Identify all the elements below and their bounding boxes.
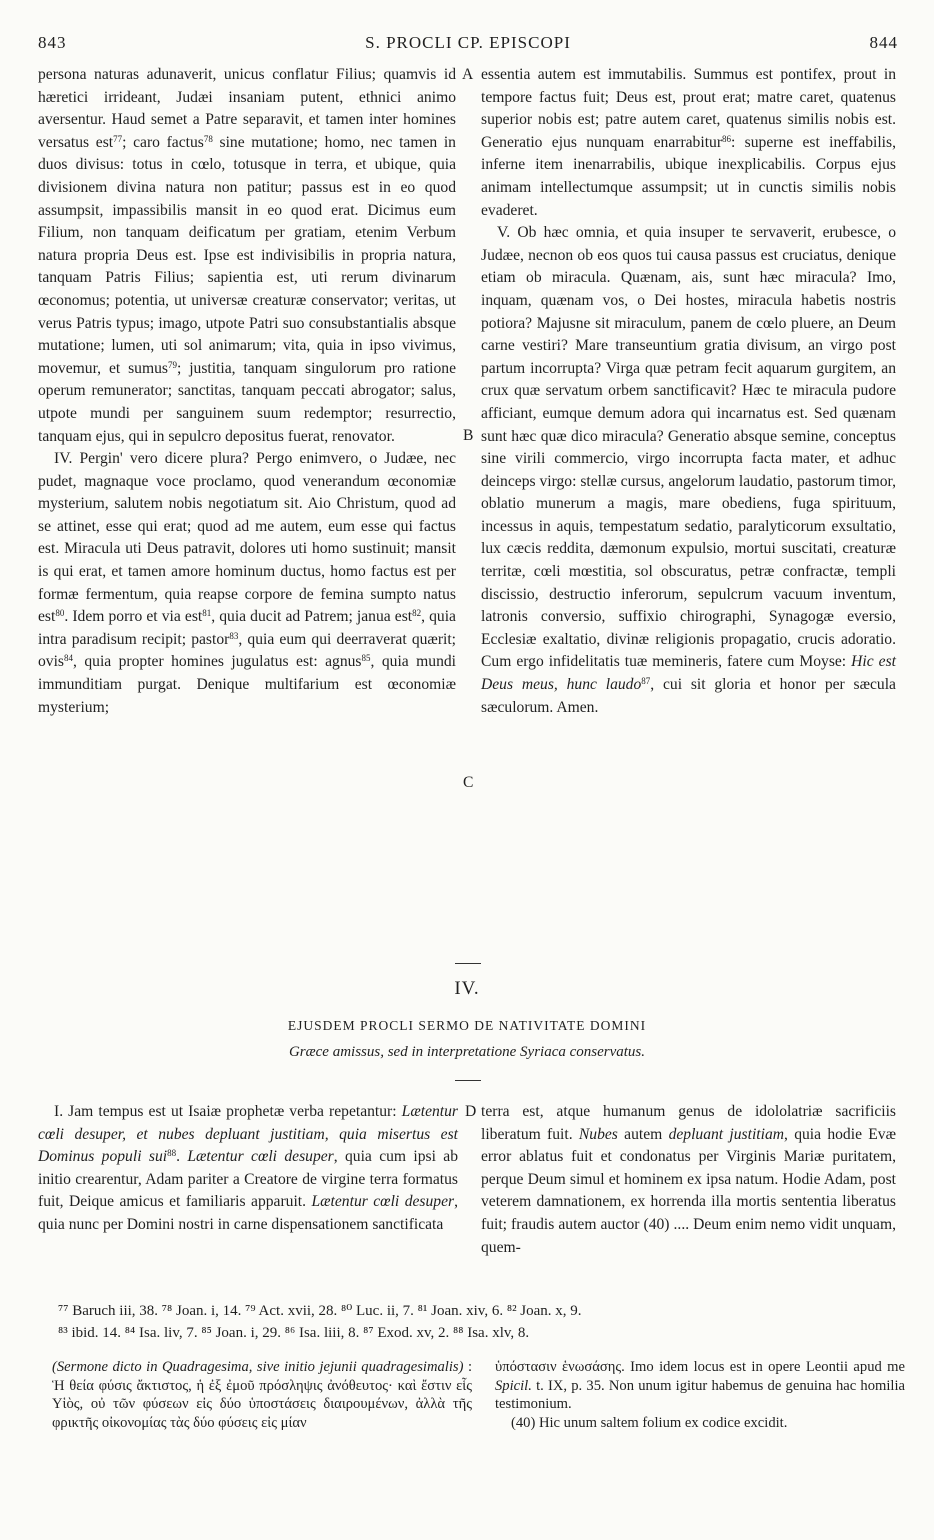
- paragraph-v: V. Ob hæc omnia, et quia insuper te servaverit, erubesce, o Judæe, necnon ob eos quos tui causa passus est cruciatus, denique etiam ob miracula. Quænam, ais, sunt hæc miracula? Imo, inquam, quænam vos, o Dei hostes, miracula habetis nostris potiora? Majusne sit miraculum, panem de cœlo pluere, an Deum carne vestiri? Mare transeuntium gratia divisum, an virgo post partum incorrupta? Virga quæ petram fecit aquarum gurgitem, an crux quæ servatum orbem sanctificavit? Hæc te miracula pudore afficiant, eumque demum adora qui incarnatus est. Sed quænam sunt hæc quæ dico miracula? Generatio absque semine, conceptus sine virili commercio, virgo incorrupta facta mater, et adhuc deinceps virgo: stellæ cursus, angelorum laudatio, pastorum timor, oblatio munerum a magis, mare obediens, fuga spirituum, incessus in aquis, tempestatum sedatio, paralyticorum exsultatio, lux cæcis reddita, dæmonum expulsio, mortui suscitati, creaturæ territæ, cœli mœstitia, sol obscuratus, petræ confractæ, templi discissio, destructio inferorum, sepulcrum vacuum inventum, latronis conversio, suffixio chirographi, Synagogæ eversio, Ecclesiæ exaltatio, divinæ religionis propagatio, crucis adoratio. Cum ergo infidelitatis tuæ memineris, fatere cum Moyse: Hic est Deus meus, hunc laudo$^{87}$, cui sit gloria et honor per sæcula sæculorum. Amen.: [481, 224, 896, 716]
- footnote-ref: 84: [64, 653, 73, 664]
- footnote-ref: 77: [113, 133, 123, 144]
- sermon-subtitle: Græce amissus, sed in interpretatione Syriaca conservatus.: [288, 1044, 646, 1060]
- footnote-ref: 83: [229, 630, 239, 641]
- running-title: S. PROCLI CP. EPISCOPI: [365, 33, 571, 52]
- paragraph-continuation: terra est, atque humanum genus de idololatriæ sacrificiis liberatum fuit. Nubes autem depluant justitiam, quia hodie Evæ error ablatus fuit et condonatus per Virginis Mariæ puritatem, perque Deum simul et hominem ex ipsa natum. Hodie Adam, post veterem damnationem, ex horrenda illa mortis sententia liberatus fuit; fraudis autem auctor (40) .... Deum enim nemo vidit unquam, quem-: [481, 1103, 896, 1256]
- margin-marker-a: A: [462, 66, 474, 83]
- editorial-note-right: ὑπόστασιν ἑνωσάσης. Imo idem locus est in opere Leontii apud me Spicil. t. IX, p. 35. Non unum igitur habemus de genuina hac homilia testimonium. (40) Hic unum saltem folium ex codice excidit.: [495, 1359, 905, 1431]
- page-number-right: 844: [869, 33, 898, 52]
- editorial-note-left: (Sermone dicto in Quadragesima, sive initio jejunii quadragesimalis) : Ἡ θεία φύσις ἄκτιστος, ἡ ἐξ ἐμοῦ πρόσληψις ἀνόθευτος· καὶ ἔστιν εἷς Υἱὸς, οὐ τῶν φύσεων εἰς δύο ὑποστάσεις διαιρουμένων, ἀλλὰ τῆς φρικτῆς οἰκονομίας τὰς δύο φύσεις εἰς μίαν: [52, 1359, 473, 1431]
- paragraph-i: I. Jam tempus est ut Isaiæ prophetæ verba repetantur: Lætentur cœli desuper, et nubes depluant justitiam, quia misertus est Dominus populi sui$^{88}$. Lætentur cœli desuper, quia cum ipsi ab initio crearentur, Adam pariter a Creatore de virgine terra formatus fuit, Deique amicus et familiaris apparuit. Lætentur cœli desuper, quia nunc per Domini nostri in carne dispensationem sanctificata: [38, 1103, 458, 1233]
- divider: [455, 963, 481, 964]
- paragraph-continuation: persona naturas adunaverit, unicus conflatur Filius; quamvis id hæretici irrideant, Judæi insaniam putent, ethnici animo aversentur. Haud semet a Patre separavit, et tamen inter homines versatus est$^{77}$; caro factus$^{78}$ sine mutatione; homo, nec tamen in duos divisus: totus in cœlo, totusque in terra, et ubique, quia divisionem divina natura non patitur; passus est in eo quod assumpsit, impassibilis mansit in eo quod erat. Dicimus eum Filium, non tanquam deificatum per gratiam, etenim Verbum natura propria Deus est. Ipse est indivisibilis in propria natura, tanquam Patris Filius; sapientia est, uti rerum divinarum œconomus; potentia, ut universæ creaturæ conservator; veritas, ut verus Patris typus; imago, utpote Patri suo consubstantialis absque mutatione; lumen, uti sol animarum; vita, quia in ipso vivimus, movemur, et sumus$^{79}$; justitia, tanquam singulorum pro ratione operum remunerator; sanctitas, tanquam peccati abrogator; salus, utpote mundi per sanguinem suum redemptor; resurrectio, tanquam ejus, qui in sepulcro depositus fuerat, renovator.: [38, 66, 456, 445]
- column-left-lower: [38, 1101, 458, 1237]
- footnote-ref: 87: [641, 676, 651, 687]
- footnote-line: ⁷⁷ Baruch iii, 38. ⁷⁸ Joan. i, 14. ⁷⁹ Act. xvii, 28. ⁸⁰ Luc. ii, 7. ⁸¹ Joan. xiv, 6. ⁸² Joan. x, 9.: [58, 1303, 582, 1319]
- sermon-title: EJUSDEM PROCLI SERMO DE NATIVITATE DOMINI: [287, 1018, 647, 1033]
- margin-marker-c: C: [463, 774, 474, 791]
- divider: [455, 1080, 481, 1081]
- footnote-ref: 88: [167, 1148, 177, 1159]
- paragraph-continuation: essentia autem est immutabilis. Summus est pontifex, prout in tempore factus fuit; Deus est, prout erat; matre caret, quatenus superior nobis est; patre autem caret, quatenus similis nobis est. Generatio ejus nunquam enarrabitur$^{86}$: superne est ineffabilis, inferne item inenarrabilis, ubique inexplicabilis. Corpus ejus animam intellectumque assumpsit; ut in cunctis similis nobis evaderet.: [481, 66, 896, 219]
- running-head: [38, 33, 898, 57]
- paragraph-iv: IV. Pergin' vero dicere plura? Pergo enimvero, o Judæe, nec pudet, magnaque voce proclamo, quod venerandum œconomiæ mysterium, salutem nobis negotiatum sit. Aio Christum, quod ad se attinet, esse qui erat; quod ad me autem, eum esse qui factus est. Miracula uti Deus patravit, dolores uti homo sustinuit; mansit is qui erat, et tamen amore hominum ductus, homo factus est per formæ fermentum, quia reapse corpore de femina sumpto natus est$^{80}$. Idem porro et via est$^{81}$, quia ducit ad Patrem; janua est$^{82}$, quia intra paradisum recipit; pastor$^{83}$, quia eum qui deerraverat quærit; ovis$^{84}$, quia propter homines jugulatus est: agnus$^{85}$, quia mundi immunditiam purgat. Denique multifarium est œconomiæ mysterium;: [38, 450, 457, 716]
- margin-marker-d: D: [465, 1103, 477, 1120]
- footnote-ref: 80: [55, 608, 65, 619]
- section-number: IV.: [454, 978, 480, 999]
- footnote-ref: 81: [202, 608, 212, 619]
- column-right-lower: [481, 1101, 896, 1259]
- footnotes: [58, 1300, 908, 1344]
- column-left-upper: [38, 64, 456, 719]
- footnote-line: ⁸³ ibid. 14. ⁸⁴ Isa. liv, 7. ⁸⁵ Joan. i, 29. ⁸⁶ Isa. liii, 8. ⁸⁷ Exod. xv, 2. ⁸⁸ Isa. xlv, 8.: [58, 1325, 530, 1341]
- footnote-ref: 79: [167, 359, 177, 370]
- footnote-ref: 86: [722, 133, 732, 144]
- column-right-upper: [481, 64, 896, 719]
- footnote-ref: 78: [203, 133, 213, 144]
- margin-marker-b: B: [463, 427, 474, 444]
- footnote-ref: 85: [361, 653, 371, 664]
- footnote-ref: 82: [412, 608, 422, 619]
- page-number-left: 843: [38, 33, 67, 52]
- editorial-note-40: (40) Hic unum saltem folium ex codice excidit.: [511, 1414, 788, 1431]
